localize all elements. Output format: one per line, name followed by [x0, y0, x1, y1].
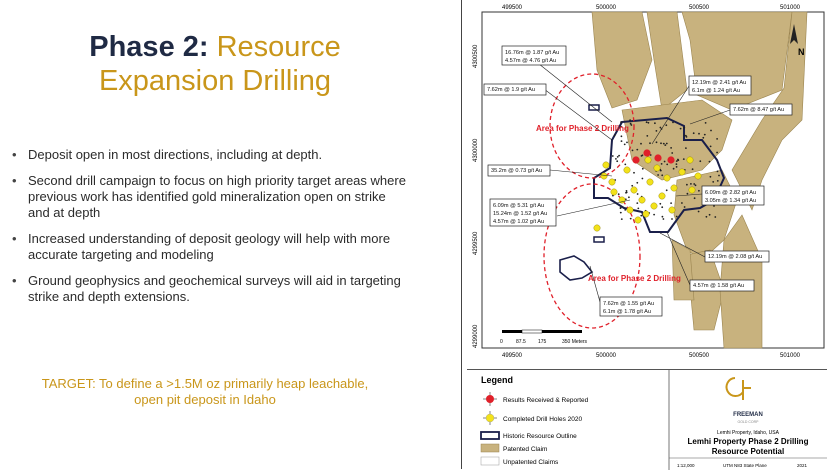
drill-hole-dot [626, 190, 628, 192]
map-legend [467, 369, 827, 470]
completed-drill-hole [654, 165, 660, 171]
drill-hole-dot [654, 122, 656, 124]
drill-hole-dot [636, 149, 638, 151]
drill-hole-dot [621, 135, 623, 137]
drill-hole-dot [666, 164, 668, 166]
drill-hole-dot [624, 144, 626, 146]
svg-text:0: 0 [500, 339, 503, 345]
drill-hole-dot [616, 160, 618, 162]
outline-swatch-icon [481, 432, 499, 439]
completed-drill-hole [651, 203, 657, 209]
drill-hole-dot [620, 207, 622, 209]
drill-hole-dot [710, 176, 712, 178]
y-tick: 4300000 [473, 138, 479, 162]
drill-hole-dot [685, 147, 687, 149]
callout-text: 12.19m @ 2.41 g/t Au [692, 80, 747, 86]
completed-drill-hole [611, 189, 617, 195]
drill-hole-dot [630, 123, 632, 125]
reported-drill-hole [643, 149, 650, 156]
bullet-item: • Second drill campaign to focus on high priority target areas where previous work has identified gold mineralization open on strike and at depth [10, 173, 410, 221]
drill-hole-dot [661, 206, 663, 208]
drill-hole-dot [710, 146, 712, 148]
drill-hole-dot [637, 193, 639, 195]
callout-text: 6.09m @ 5.31 g/t Au [493, 203, 545, 209]
drill-hole-dot [660, 142, 662, 144]
drill-hole-dot [636, 202, 638, 204]
bullet-item: • Deposit open in most directions, including at depth. [10, 147, 410, 163]
slide-title [0, 30, 430, 98]
map-title: Lemhi Property Phase 2 Drilling [687, 437, 809, 446]
target-statement: TARGET: To define a >1.5M oz primarily heap leachable, open pit deposit in Idaho [41, 376, 369, 407]
drill-hole-dot [676, 166, 678, 168]
drill-hole-dot [676, 163, 678, 165]
north-label: N [798, 47, 805, 57]
drill-hole-dot [620, 121, 622, 123]
drill-hole-dot [662, 216, 664, 218]
completed-drill-hole [631, 187, 637, 193]
completed-drill-hole [594, 225, 600, 231]
drill-hole-dot [673, 168, 675, 170]
drill-hole-dot [702, 137, 704, 139]
drill-hole-dot [716, 152, 718, 154]
drill-hole-dot [624, 209, 626, 211]
callout-text: 3.05m @ 1.34 g/t Au [705, 198, 757, 204]
title-line2: Expansion Drilling [98, 65, 332, 97]
drill-hole-dot [630, 218, 632, 220]
drill-hole-dot [646, 135, 648, 137]
drill-hole-dot [614, 135, 616, 137]
drill-hole-dot [718, 175, 720, 177]
unpatented-swatch-icon [481, 457, 499, 465]
completed-drill-hole [627, 207, 633, 213]
completed-drill-hole [603, 162, 609, 168]
legend-item-label: Results Received & Reported [503, 397, 589, 404]
x-tick-bottom: 500500 [689, 353, 710, 359]
drill-hole-dot [666, 189, 668, 191]
callout-text: 6.1m @ 1.78 g/t Au [603, 309, 651, 315]
company-name: FREEMAN [733, 412, 763, 418]
footer-scale: 1:12,000 [677, 463, 695, 468]
bullet-item: • Ground geophysics and geochemical surveys will aid in targeting strike and depth extensions. [10, 273, 410, 305]
x-tick-bottom: 501000 [780, 353, 801, 359]
callout-text: 4.57m @ 4.76 g/t Au [505, 58, 557, 64]
y-tick: 4300500 [473, 44, 479, 68]
drill-hole-dot [649, 142, 651, 144]
drill-hole-dot [705, 122, 707, 124]
drill-hole-dot [661, 163, 663, 165]
completed-drill-hole [689, 187, 695, 193]
drill-hole-dot [716, 138, 718, 140]
completed-drill-hole [664, 175, 670, 181]
drill-hole-dot [632, 150, 634, 152]
drill-hole-dot [642, 154, 644, 156]
completed-drill-hole [669, 207, 675, 213]
drill-hole-dot [692, 168, 694, 170]
drill-hole-dot [617, 156, 619, 158]
drill-hole-dot [664, 161, 666, 163]
completed-drill-hole [679, 169, 685, 175]
callout-text: 6.1m @ 1.24 g/t Au [692, 88, 740, 94]
drill-hole-dot [620, 212, 622, 214]
drill-hole-dot [698, 133, 700, 135]
drill-hole-dot [712, 181, 714, 183]
x-tick-top: 501000 [780, 5, 801, 11]
bullet-item: • Increased understanding of deposit geology will help with more accurate targeting and modeling [10, 231, 410, 263]
drill-hole-dot [656, 141, 658, 143]
drill-hole-dot [706, 216, 708, 218]
drill-hole-dot [693, 132, 695, 134]
drill-hole-dot [660, 127, 662, 129]
drill-hole-dot [615, 158, 617, 160]
patented-swatch-icon [481, 444, 499, 452]
x-tick-top: 500500 [689, 5, 710, 11]
legend-item-label: Historic Resource Outline [503, 433, 577, 440]
callout-text: 7.62m @ 1.9 g/t Au [487, 87, 535, 93]
drill-hole-dot [628, 196, 630, 198]
legend-svg [467, 370, 827, 470]
completed-drill-hole [687, 157, 693, 163]
callout-text: 4.57m @ 1.02 g/t Au [493, 219, 545, 225]
drill-hole-dot [709, 161, 711, 163]
completed-drill-hole [671, 185, 677, 191]
drill-hole-dot [618, 193, 620, 195]
yellow-marker-icon [483, 411, 497, 425]
drill-hole-dot [717, 180, 719, 182]
drill-hole-dot [683, 158, 685, 160]
legend-item-label: Patented Claim [503, 446, 548, 453]
drill-hole-dot [683, 127, 685, 129]
drill-hole-dot [690, 183, 692, 185]
drill-hole-dot [626, 142, 628, 144]
area-label-south: Area for Phase 2 Drilling [588, 274, 681, 283]
area-label-north: Area for Phase 2 Drilling [536, 124, 629, 133]
drill-hole-dot [704, 134, 706, 136]
drill-hole-dot [681, 202, 683, 204]
freeman-logo-icon [727, 378, 751, 400]
drill-hole-dot [717, 171, 719, 173]
title-resource: Resource [216, 31, 341, 63]
drill-hole-dot [633, 172, 635, 174]
drill-hole-dot [646, 121, 648, 123]
reported-drill-hole [632, 156, 639, 163]
x-tick-top: 499500 [502, 5, 523, 11]
drill-hole-dot [663, 218, 665, 220]
drill-hole-dot [659, 203, 661, 205]
svg-text:87.5: 87.5 [516, 339, 526, 345]
drill-hole-dot [698, 211, 700, 213]
completed-drill-hole [645, 157, 651, 163]
bullet-list [10, 147, 410, 315]
svg-text:175: 175 [538, 339, 547, 345]
y-tick: 4299500 [473, 231, 479, 255]
property-location: Lemhi Property, Idaho, USA [717, 430, 779, 436]
drill-hole-dot [694, 197, 696, 199]
completed-drill-hole [601, 173, 607, 179]
drill-hole-dot [714, 216, 716, 218]
completed-drill-hole [609, 179, 615, 185]
x-tick-top: 500000 [596, 5, 617, 11]
legend-title: Legend [481, 375, 514, 385]
svg-text:350 Meters: 350 Meters [562, 339, 588, 345]
completed-drill-hole [643, 211, 649, 217]
completed-drill-hole [624, 167, 630, 173]
drill-hole-dot [636, 182, 638, 184]
legend-item-label: Unpatented Claims [503, 459, 559, 466]
drill-hole-dot [621, 218, 623, 220]
drill-hole-dot [671, 152, 673, 154]
drill-hole-dot [629, 119, 631, 121]
company-sub: GOLD CORP [737, 420, 759, 424]
red-marker-icon [483, 392, 497, 406]
drill-hole-dot [653, 214, 655, 216]
drill-hole-dot [637, 208, 639, 210]
callout-text: 16.76m @ 1.87 g/t Au [505, 50, 560, 56]
drill-hole-dot [663, 143, 665, 145]
callout-text: 6.09m @ 2.82 g/t Au [705, 190, 757, 196]
callout-text: 4.57m @ 1.58 g/t Au [693, 283, 745, 289]
completed-drill-hole [695, 173, 701, 179]
drill-hole-dot [676, 160, 678, 162]
title-phase: Phase 2: [89, 31, 209, 63]
drill-hole-dot [648, 122, 650, 124]
drill-hole-dot [687, 193, 689, 195]
drill-hole-dot [612, 155, 614, 157]
callout-text: 7.62m @ 8.47 g/t Au [733, 107, 785, 113]
completed-drill-hole [647, 179, 653, 185]
drill-hole-dot [631, 185, 633, 187]
drill-hole-dot [684, 135, 686, 137]
completed-drill-hole [635, 217, 641, 223]
drill-hole-dot [664, 144, 666, 146]
completed-drill-hole [659, 193, 665, 199]
y-tick: 4299000 [473, 324, 479, 348]
completed-drill-hole [639, 197, 645, 203]
callout-text: 15.24m @ 1.52 g/t Au [493, 211, 548, 217]
legend-item-label: Completed Drill Holes 2020 [503, 416, 583, 423]
drill-hole-dot [661, 174, 663, 176]
drill-hole-dot [695, 184, 697, 186]
reported-drill-hole [654, 154, 661, 161]
drill-hole-dot [642, 178, 644, 180]
drill-hole-dot [672, 122, 674, 124]
drill-hole-dot [710, 130, 712, 132]
footer-year: 2021 [797, 463, 808, 468]
drill-hole-dot [670, 202, 672, 204]
drill-hole-dot [684, 206, 686, 208]
drill-hole-dot [624, 164, 626, 166]
drill-hole-dot [640, 143, 642, 145]
drill-hole-dot [621, 140, 623, 142]
drill-hole-dot [671, 218, 673, 220]
footer-projection: UTM N83 State Plane [723, 463, 767, 468]
callout-text: 35.2m @ 0.73 g/t Au [491, 168, 543, 174]
drill-hole-dot [709, 214, 711, 216]
drill-hole-dot [665, 124, 667, 126]
drill-hole-dot [698, 190, 700, 192]
drill-hole-dot [686, 136, 688, 138]
drill-hole-dot [676, 216, 678, 218]
drill-hole-dot [680, 128, 682, 130]
drill-hole-dot [713, 205, 715, 207]
drill-hole-dot [666, 143, 668, 145]
callout-text: 7.62m @ 1.55 g/t Au [603, 301, 655, 307]
drill-hole-dot [670, 147, 672, 149]
drill-hole-dot [686, 184, 688, 186]
drill-hole-dot [657, 174, 659, 176]
drill-hole-dot [656, 130, 658, 132]
drill-hole-dot [699, 160, 701, 162]
callout-text: 12.19m @ 2.08 g/t Au [708, 254, 763, 260]
drill-hole-dot [693, 183, 695, 185]
drill-hole-dot [640, 215, 642, 217]
x-tick-bottom: 500000 [596, 353, 617, 359]
drill-hole-dot [642, 168, 644, 170]
drill-hole-dot [618, 155, 620, 157]
x-tick-bottom: 499500 [502, 353, 523, 359]
reported-drill-hole [667, 156, 674, 163]
drill-hole-dot [677, 159, 679, 161]
map-subtitle: Resource Potential [711, 447, 785, 456]
